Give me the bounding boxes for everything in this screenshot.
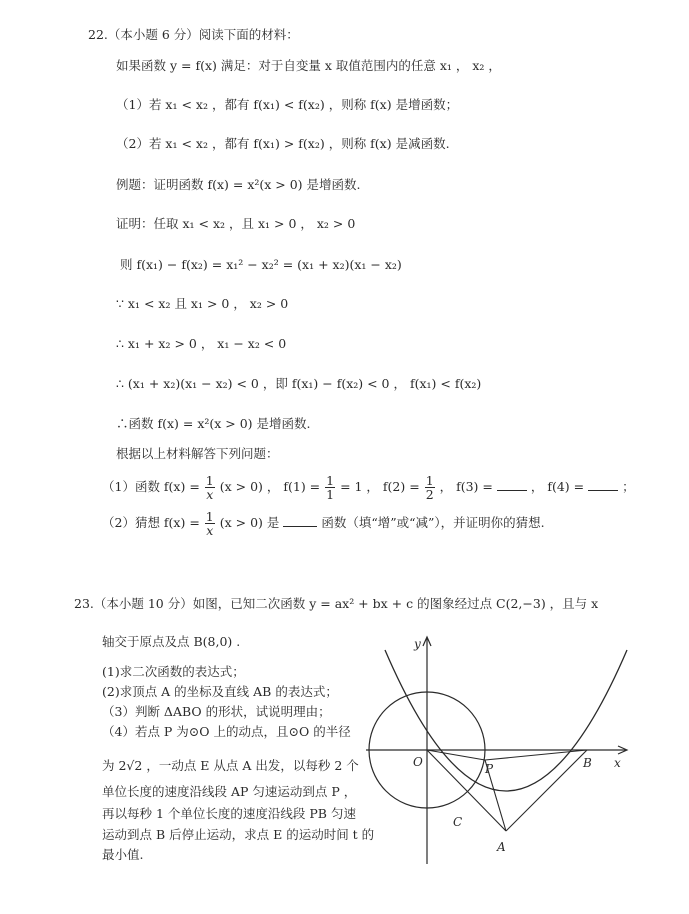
fraction-denominator: 2 [425, 487, 434, 502]
q22-line: 如果函数 y = f(x) 满足：对于自变量 x 取值范围内的任意 x₁ ， x₂ ， [116, 58, 501, 73]
part1-mid1: (x > 0) ， f(1) = [219, 479, 321, 494]
part2-suffix: (x > 0) 是 [219, 515, 280, 530]
answer-blank-f4[interactable] [588, 478, 618, 491]
q22-line: （1）若 x₁ < x₂ ，都有 f(x₁) < f(x₂) ，则称 f(x) 是增函数； [116, 97, 459, 112]
label-y: y [414, 637, 421, 651]
label-a: A [497, 840, 506, 854]
q22-part2 [102, 510, 545, 537]
label-o: O [413, 755, 423, 769]
q22-line: （2）若 x₁ < x₂ ，都有 f(x₁) > f(x₂) ，则称 f(x) 是减函数. [116, 136, 450, 151]
fraction-1-over-1 [325, 474, 335, 501]
q23-cont: 为 2√2 ，一动点 E 从点 A 出发，以每秒 2 个 [102, 758, 359, 773]
fraction-numerator: 1 [326, 473, 335, 488]
segment-ab [506, 750, 587, 831]
q23-cont: 再以每秒 1 个单位长度的速度沿线段 PB 匀速 [102, 806, 356, 821]
q23-figure [362, 632, 640, 868]
fraction-denominator: x [206, 487, 214, 502]
label-x: x [614, 756, 621, 770]
q23-cont: 运动到点 B 后停止运动，求点 E 的运动时间 t 的 [102, 827, 375, 842]
answer-blank-f3[interactable] [497, 478, 527, 491]
q22-line: ∵ x₁ < x₂ 且 x₁ > 0 ， x₂ > 0 [116, 296, 289, 311]
q22-line: 则 f(x₁) − f(x₂) = x₁² − x₂² = (x₁ + x₂)(x₁ − x₂) [120, 257, 402, 272]
fraction-1-over-2 [425, 474, 435, 501]
label-p: P [485, 762, 494, 776]
segment-pb [485, 750, 587, 760]
fraction-numerator: 1 [205, 473, 214, 488]
q23-item: (1)求二次函数的表达式； [102, 664, 245, 679]
fraction-1-over-x [205, 510, 215, 537]
q22-line: ∴ x₁ + x₂ > 0 ， x₁ − x₂ < 0 [116, 336, 287, 351]
q23-item: （4）若点 P 为⊙O 上的动点，且⊙O 的半径 [102, 724, 351, 739]
part1-end: ； [622, 479, 635, 494]
part2-end: 函数（填“增”或“减”），并证明你的猜想. [321, 515, 545, 530]
label-c: C [453, 815, 463, 829]
q22-line: ∴函数 f(x) = x²(x > 0) 是增函数. [116, 416, 311, 431]
q22-line: 例题：证明函数 f(x) = x²(x > 0) 是增函数. [116, 177, 361, 192]
q23-line2: 轴交于原点及点 B(8,0) . [102, 634, 241, 649]
fraction-denominator: 1 [326, 487, 335, 502]
q22-line: 证明：任取 x₁ < x₂ ，且 x₁ > 0 ， x₂ > 0 [116, 216, 356, 231]
fraction-numerator: 1 [425, 473, 434, 488]
q22-header: 22.（本小题 6 分）阅读下面的材料： [88, 27, 299, 42]
q23-item: （3）判断 ΔABO 的形状，试说明理由； [102, 704, 331, 719]
part1-mid2: = 1 ， f(2) = [340, 479, 420, 494]
fraction-denominator: x [206, 523, 214, 538]
q23-header: 23.（本小题 10 分）如图，已知二次函数 y = ax² + bx + c 的图象经过点 C(2,−3) ，且与 x [74, 596, 599, 611]
part2-prefix: （2）猜想 f(x) = [102, 515, 200, 530]
q23-cont: 最小值. [102, 847, 144, 862]
part1-mid3: ， f(3) = [439, 479, 493, 494]
q22-line: ∴ (x₁ + x₂)(x₁ − x₂) < 0 ，即 f(x₁) − f(x₂) < 0 ， f(x₁) < f(x₂) [116, 376, 482, 391]
part1-prefix: （1）函数 f(x) = [102, 479, 200, 494]
part1-mid4: ， f(4) = [530, 479, 585, 494]
fraction-numerator: 1 [205, 509, 214, 524]
answer-blank-monotonic[interactable] [283, 514, 317, 527]
q22-part1 [102, 474, 635, 501]
label-b: B [583, 756, 592, 770]
q22-line: 根据以上材料解答下列问题： [116, 446, 279, 461]
q23-item: (2)求顶点 A 的坐标及直线 AB 的表达式； [102, 684, 338, 699]
q23-cont: 单位长度的速度沿线段 AP 匀速运动到点 P ， [102, 784, 357, 799]
fraction-1-over-x [205, 474, 215, 501]
